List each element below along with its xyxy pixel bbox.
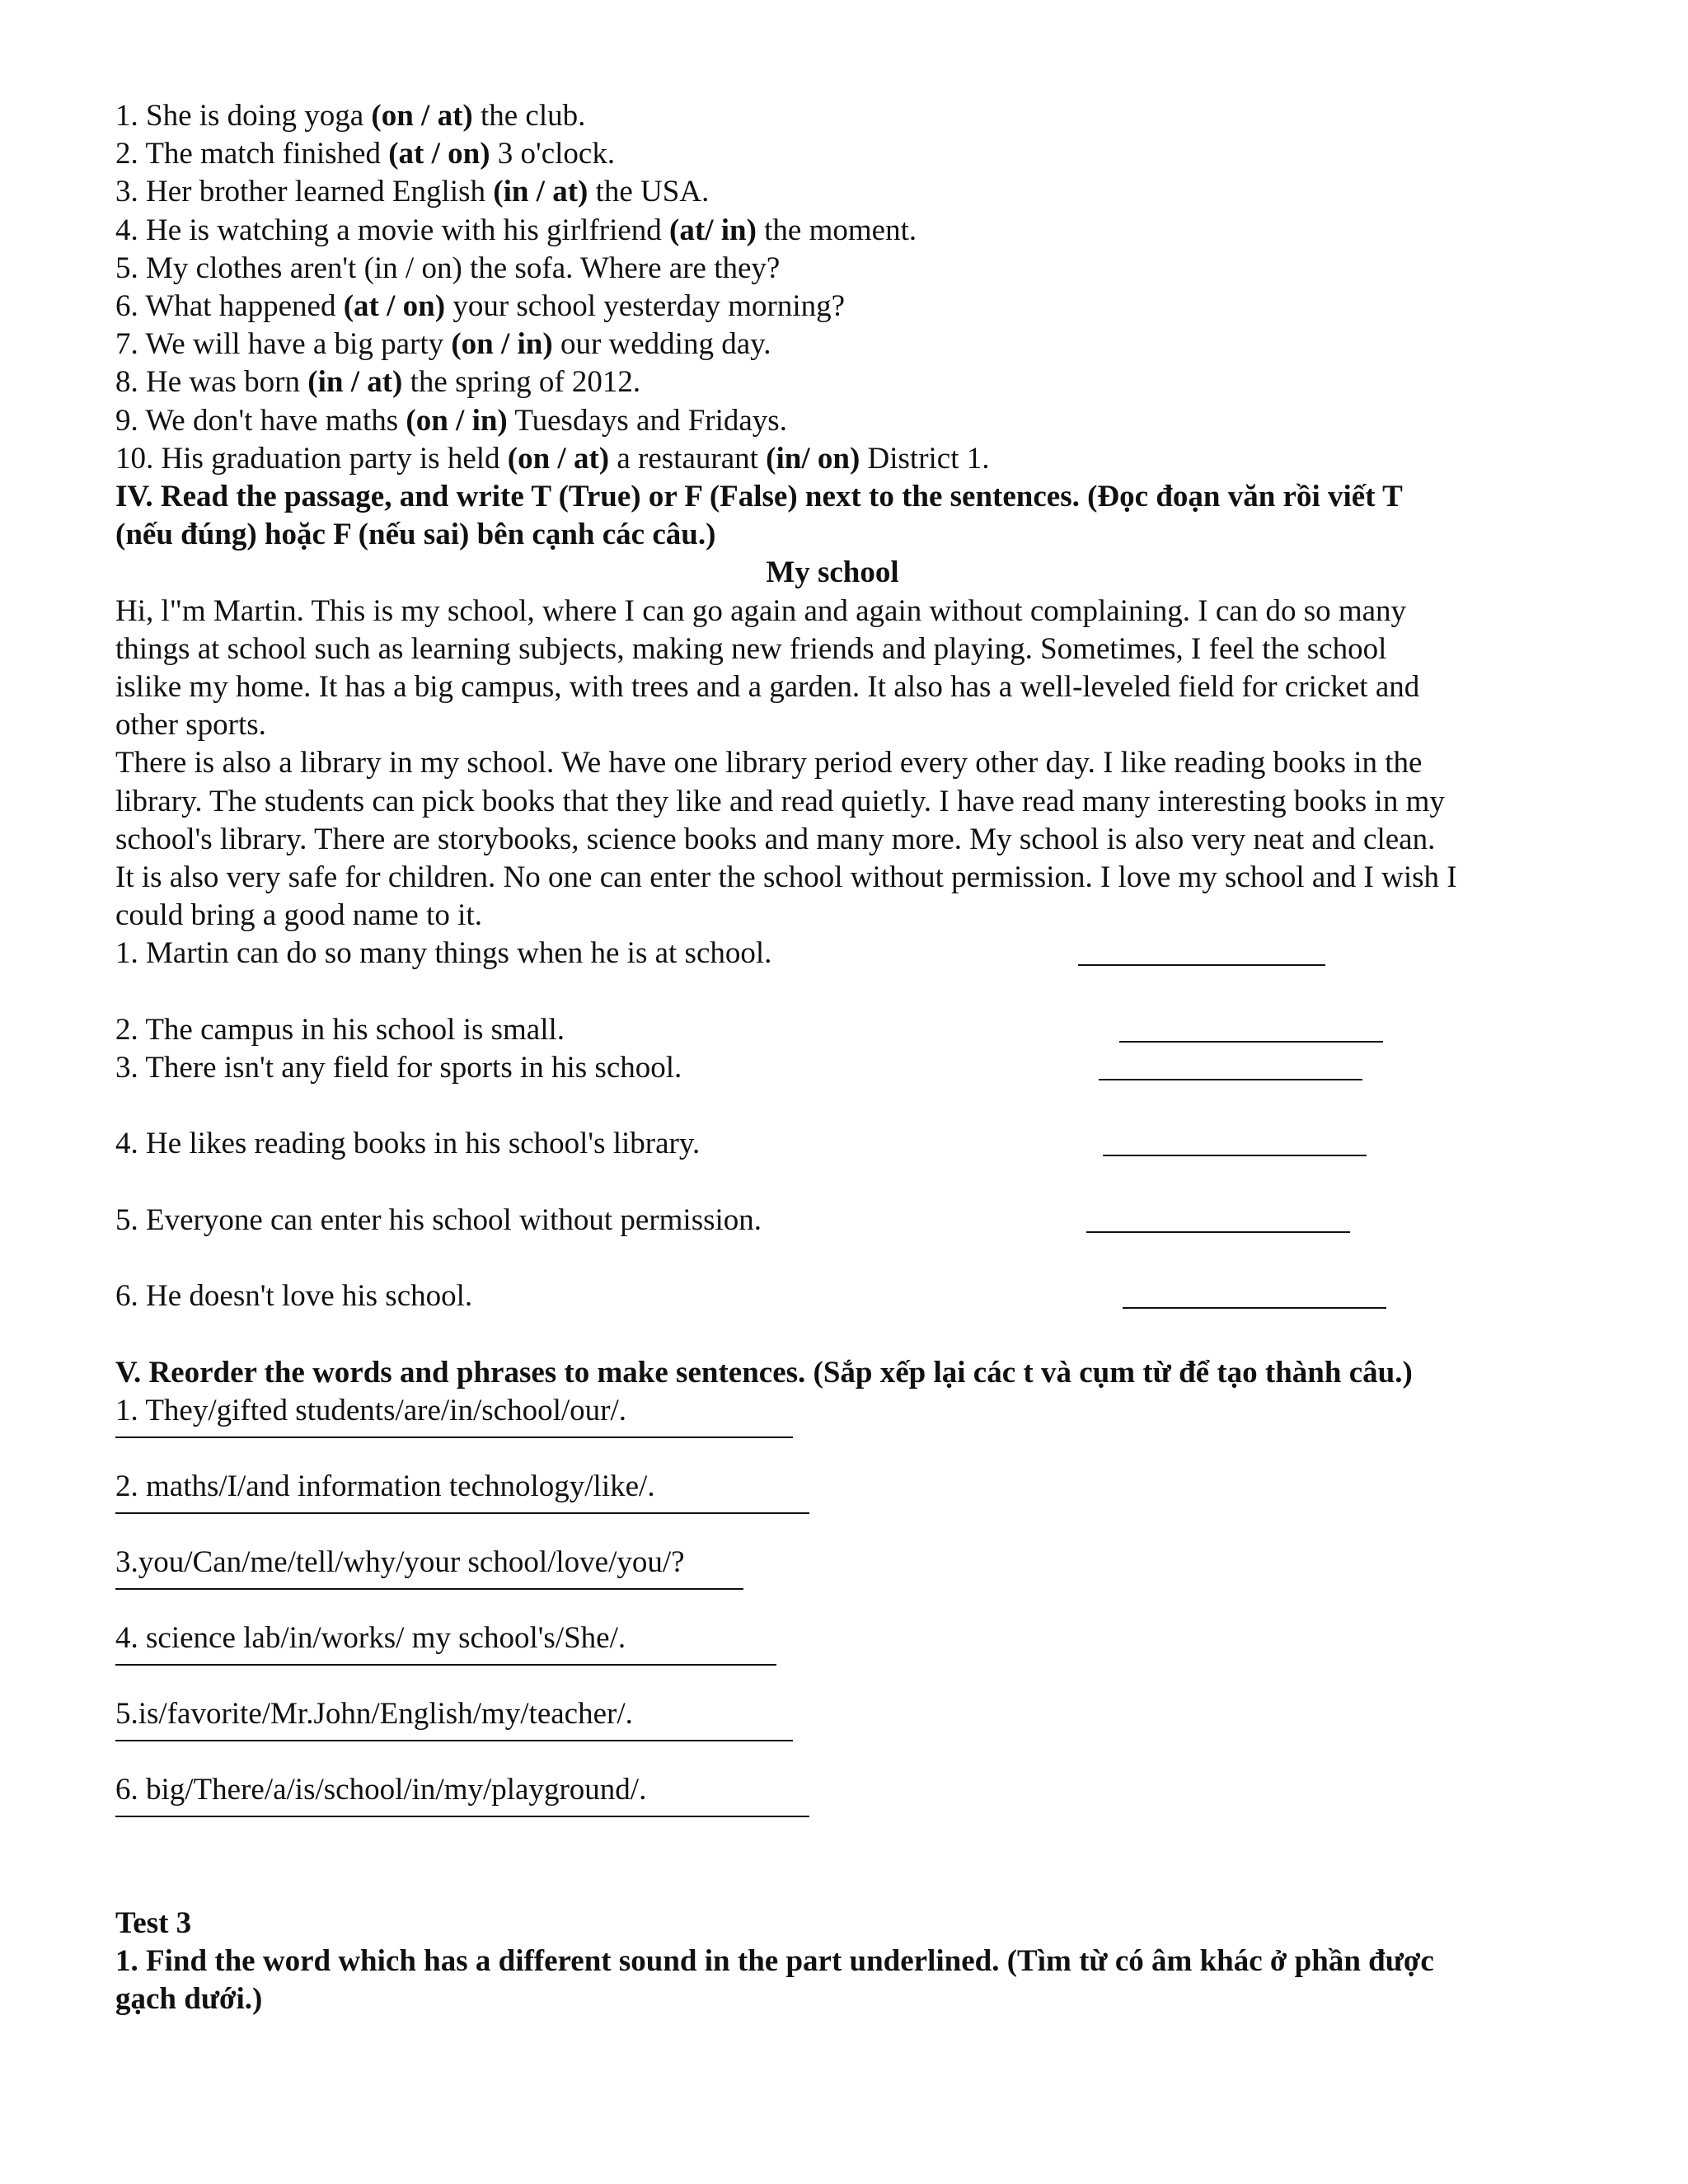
prep-item-3: 3. Her brother learned English (in / at) the USA. [115,175,710,209]
reorder-item-1: 1. They/gifted students/are/in/school/our/. [115,1393,626,1427]
tf-statement-2: 2. The campus in his school is small. [115,1011,1582,1049]
prep-item-10: 10. His graduation party is held (on / at) a restaurant (in/ on) District 1. [115,441,990,476]
answer-blank[interactable] [1103,1155,1367,1156]
worksheet-page [115,97,1582,2018]
section-4-heading: IV. Read the passage, and write T (True) or F (False) next to the sentences. (Đọc đoạn văn rồi viết T [115,480,1403,514]
test-3-heading-cont: gạch dưới.) [115,1982,263,2017]
prep-choice: (at/ in) [669,213,757,247]
reorder-item-4: 4. science lab/in/works/ my school's/She/. [115,1620,626,1655]
tf-statement-6: 6. He doesn't love his school. [115,1277,1582,1315]
reorder-item-3: 3.you/Can/me/tell/why/your school/love/you/? [115,1544,685,1579]
prep-item-2: 2. The match finished (at / on) 3 o'clock. [115,137,616,171]
answer-line[interactable] [115,1588,743,1590]
prep-item-1: 1. She is doing yoga (on / at) the club. [115,99,586,133]
test-3-title: Test 3 [115,1905,192,1940]
answer-blank[interactable] [1086,1231,1350,1233]
answer-line[interactable] [115,1816,809,1817]
passage-title: My school [766,555,899,590]
prep-choice: (on / at) [371,99,473,133]
reorder-item-6: 6. big/There/a/is/school/in/my/playground/. [115,1772,647,1807]
prep-item-6: 6. What happened (at / on) your school yesterday morning? [115,289,846,324]
reorder-item-5: 5.is/favorite/Mr.John/English/my/teacher/. [115,1696,633,1731]
prep-choice: (in/ on) [766,441,860,476]
prep-choice: (on / in) [406,403,508,438]
prep-item-8: 8. He was born (in / at) the spring of 2012. [115,365,641,400]
tf-statement-5: 5. Everyone can enter his school without permission. [115,1202,1582,1240]
section-4-heading-cont: (nếu đúng) hoặc F (nếu sai) bên cạnh các câu.) [115,518,716,552]
answer-line[interactable] [115,1512,809,1514]
section-5-heading: V. Reorder the words and phrases to make sentences. (Sắp xếp lại các t và cụm từ để tạo thành câu.) [115,1355,1413,1390]
tf-statement-1: 1. Martin can do so many things when he is at school. [115,935,1582,972]
prep-item-4: 4. He is watching a movie with his girlfriend (at/ in) the moment. [115,213,917,247]
prep-choice: (in / at) [493,175,588,209]
answer-line[interactable] [115,1740,793,1741]
prep-item-5: 5. My clothes aren't (in / on) the sofa. Where are they? [115,251,781,285]
tf-statement-4: 4. He likes reading books in his school's library. [115,1125,1582,1163]
test-3-heading: 1. Find the word which has a different sound in the part underlined. (Tìm từ có âm khác ở phần được [115,1943,1434,1978]
answer-blank[interactable] [1119,1041,1383,1043]
answer-blank[interactable] [1078,964,1325,966]
prep-item-7: 7. We will have a big party (on / in) our wedding day. [115,327,771,362]
answer-line[interactable] [115,1664,776,1666]
reorder-item-2: 2. maths/I/and information technology/like/. [115,1469,655,1503]
prep-choice: (in / on) [363,251,462,285]
tf-statement-3: 3. There isn't any field for sports in his school. [115,1049,1582,1087]
prep-choice: (on / in) [451,327,553,362]
answer-line[interactable] [115,1436,793,1438]
prep-item-9: 9. We don't have maths (on / in) Tuesdays and Fridays. [115,403,787,438]
prep-choice: (on / at) [507,441,610,476]
prep-choice: (at / on) [343,289,446,324]
prep-choice: (at / on) [388,137,490,171]
answer-blank[interactable] [1099,1079,1362,1080]
passage-paragraph-1: Hi, l"m Martin. This is my school, where I can go again and again without complaining. I can do so many things at school such as learning subjects, making new friends and playing. Sometimes, I feel the school islike my home. It has a big campus, with trees and a garden. It also has a well-leveled field for cricket and other sports. [115,593,1420,743]
answer-blank[interactable] [1123,1307,1386,1309]
passage-paragraph-2: There is also a library in my school. We have one library period every other day. I like reading books in the library. The students can pick books that they like and read quietly. I have read many interesting books in my school's library. There are storybooks, science books and many more. My school is also very neat and clean. It is also very safe for children. No one can enter the school without permission. I love my school and I wish I could bring a good name to it. [115,746,1457,933]
prep-choice: (in / at) [307,365,403,400]
